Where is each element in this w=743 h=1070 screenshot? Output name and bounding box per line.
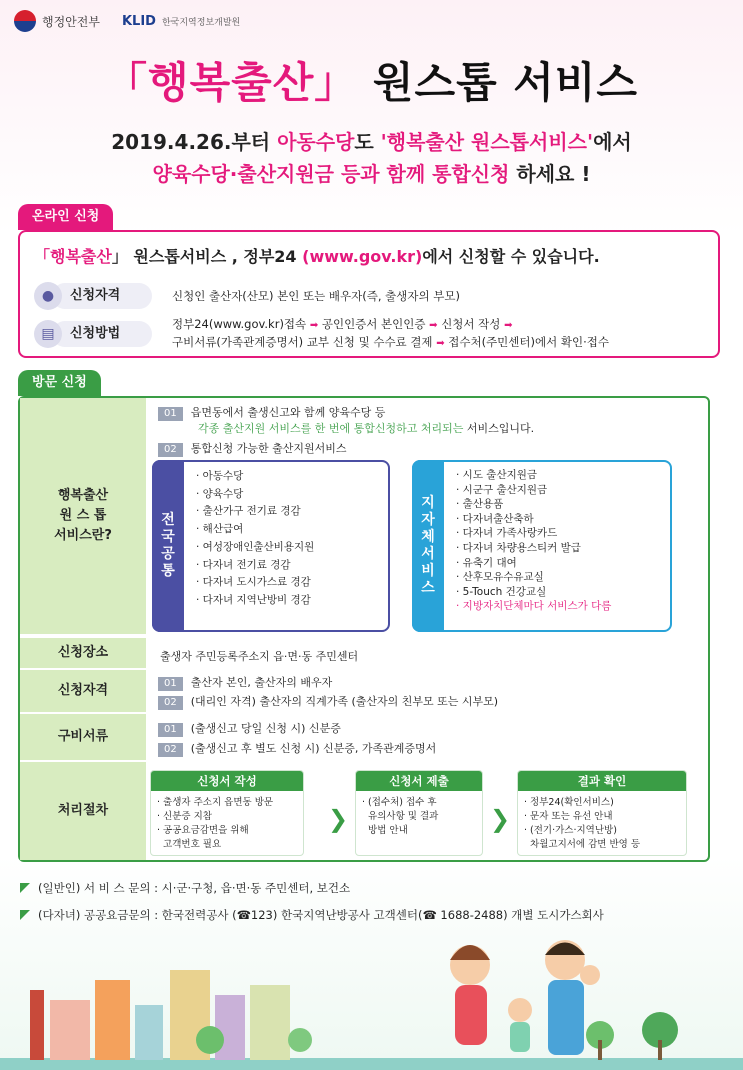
method-step-1: 정부24(www.gov.kr)접속 bbox=[172, 317, 307, 331]
local-note: · 지방자치단체마다 서비스가 다름 bbox=[456, 600, 612, 613]
docs-text-1: (출생신고 당일 신청 시) 신분증 bbox=[190, 722, 341, 735]
step-result-title: 결과 확인 bbox=[518, 771, 686, 791]
local-item: · 산후모유수유교실 bbox=[456, 571, 544, 584]
online-method-label: 신청방법 bbox=[52, 321, 152, 347]
national-item: · 다자녀 전기료 경감 bbox=[196, 558, 291, 571]
footer-general-inquiry bbox=[20, 880, 350, 896]
online-qualification-row bbox=[34, 282, 460, 310]
num-badge: 02 bbox=[158, 743, 183, 757]
qual-line-2 bbox=[158, 693, 498, 710]
local-item: · 시군구 출산지원금 bbox=[456, 483, 548, 496]
step-line: · 신분증 지참 bbox=[157, 811, 212, 822]
intro-to: 도 bbox=[354, 130, 374, 154]
online-headline bbox=[34, 244, 600, 267]
arrow-icon: ➡ bbox=[504, 320, 513, 331]
online-head-open: 「 bbox=[34, 247, 51, 266]
klid-name: 한국지역정보개발원 bbox=[161, 17, 241, 28]
footer-utility-inquiry bbox=[20, 907, 604, 923]
step-line: 고객번호 필요 bbox=[157, 839, 222, 850]
intro-in: 에서 bbox=[593, 130, 632, 154]
online-qualification-label: 신청자격 bbox=[52, 283, 152, 309]
step-line: 유의사항 및 결과 bbox=[362, 811, 439, 822]
num-badge: 01 bbox=[158, 407, 183, 421]
method-step-4: 구비서류(가족관계증명서) 교부 신청 및 수수료 결제 bbox=[172, 335, 433, 349]
klid-logo bbox=[122, 14, 240, 29]
step-submit-title: 신청서 제출 bbox=[356, 771, 482, 791]
local-item: · 다자녀출산축하 bbox=[456, 512, 534, 525]
page-title bbox=[0, 50, 743, 110]
local-item: · 다자녀 차량용스티커 발급 bbox=[456, 541, 581, 554]
step-line: · 문자 또는 유선 안내 bbox=[524, 811, 613, 822]
intro-allowance: 아동수당 bbox=[277, 130, 355, 154]
national-item: · 양육수당 bbox=[196, 487, 244, 500]
about-text-3: 통합신청 가능한 출산지원서비스 bbox=[190, 442, 347, 455]
step-submit-body bbox=[356, 791, 482, 843]
step-line: · 공공요금감면을 위해 bbox=[157, 825, 249, 836]
person-icon: ● bbox=[34, 282, 62, 310]
qual-line-1 bbox=[158, 674, 332, 691]
document-icon: ▤ bbox=[34, 320, 62, 348]
docs-line-1 bbox=[158, 720, 341, 737]
national-item: · 다자녀 지역난방비 경감 bbox=[196, 593, 311, 606]
ministry-logo bbox=[14, 10, 100, 32]
national-item: · 아동수당 bbox=[196, 470, 244, 482]
chevron-right-icon: ❯ bbox=[490, 805, 511, 833]
title-highlight: 행복출산 bbox=[148, 58, 315, 107]
online-head-url: (www.gov.kr) bbox=[302, 247, 423, 266]
about-line-1 bbox=[158, 404, 385, 421]
national-services-box bbox=[152, 460, 390, 632]
visit-tab: 방문 신청 bbox=[18, 370, 101, 396]
local-item: · 유축기 대여 bbox=[456, 556, 517, 569]
about-line-3 bbox=[158, 440, 347, 457]
title-bracket-close: 」 bbox=[314, 58, 358, 107]
national-item: · 다자녀 도시가스료 경감 bbox=[196, 576, 311, 589]
cat-process: 처리절차 bbox=[20, 762, 146, 860]
about-text-2-end: 서비스입니다. bbox=[463, 422, 535, 435]
triangle-icon bbox=[20, 910, 30, 920]
national-item: · 출산가구 전기료 경감 bbox=[196, 505, 301, 518]
intro-line-1 bbox=[0, 126, 743, 155]
header-logos bbox=[14, 10, 240, 32]
national-item: · 해산급여 bbox=[196, 523, 244, 536]
step-line: · (전기·가스·지역난방) bbox=[524, 825, 617, 836]
num-badge: 02 bbox=[158, 443, 183, 457]
cat-about: 행복출산 원 스 톱 서비스란? bbox=[20, 398, 146, 636]
triangle-icon bbox=[20, 883, 30, 893]
step-line: · 출생자 주소지 읍면동 방문 bbox=[157, 797, 274, 808]
online-head-highlight: 행복출산 bbox=[50, 247, 112, 266]
num-badge: 01 bbox=[158, 677, 183, 691]
step-write-body bbox=[151, 791, 303, 857]
step-line: · 정부24(확인서비스) bbox=[524, 797, 614, 808]
national-services-list bbox=[196, 468, 314, 610]
local-item: · 5-Touch 건강교실 bbox=[456, 585, 547, 598]
family-city-illustration bbox=[0, 930, 743, 1070]
title-rest: 원스톱 서비스 bbox=[357, 58, 638, 107]
intro-service: '행복출산 원스톱서비스' bbox=[380, 130, 594, 154]
cat-qualification: 신청자격 bbox=[20, 670, 146, 714]
num-badge: 02 bbox=[158, 696, 183, 710]
local-services-list bbox=[456, 468, 611, 614]
footer-text-2: (다자녀) 공공요금문의 : 한국전력공사 (☎123) 한국지역난방공사 고객센터(☎ 1688-2488) 개별 도시가스회사 bbox=[38, 908, 604, 922]
online-head-mid: 」 원스톱서비스 , 정부24 bbox=[111, 247, 303, 266]
docs-text-2: (출생신고 후 별도 신청 시) 신분증, 가족관계증명서 bbox=[190, 742, 437, 755]
arrow-icon: ➡ bbox=[436, 338, 445, 349]
place-text: 출생자 주민등록주소지 읍·면·동 주민센터 bbox=[160, 650, 359, 663]
intro-line2-end: 하세요 ! bbox=[509, 162, 591, 186]
local-label: 지 자 체 서 비 스 bbox=[412, 460, 444, 632]
cat-place: 신청장소 bbox=[20, 638, 146, 670]
about-text-2-highlight: 각종 출산지원 서비스를 한 번에 통합신청하고 처리되는 bbox=[198, 422, 464, 435]
about-text-1: 읍면동에서 출생신고와 함께 양육수당 등 bbox=[190, 406, 386, 419]
method-step-2: 공인인증서 본인인증 bbox=[321, 317, 426, 331]
cat-documents: 구비서류 bbox=[20, 714, 146, 762]
local-services-box bbox=[412, 460, 672, 632]
process-step-submit bbox=[355, 770, 483, 856]
num-badge: 01 bbox=[158, 723, 183, 737]
online-section bbox=[18, 230, 720, 358]
online-qualification-text: 신청인 출산자(산모) 본인 또는 배우자(즉, 출생자의 부모) bbox=[172, 289, 460, 303]
local-item: · 출산용품 bbox=[456, 498, 504, 511]
intro-date: 2019.4.26.부터 bbox=[111, 130, 271, 154]
title-bracket-open: 「 bbox=[104, 58, 148, 107]
arrow-icon: ➡ bbox=[309, 320, 319, 331]
taegeuk-icon bbox=[14, 10, 36, 32]
footer-text-1: (일반인) 서 비 스 문의 : 시·군·구청, 읍·면·동 주민센터, 보건소 bbox=[38, 881, 351, 895]
online-head-end: 에서 신청할 수 있습니다. bbox=[422, 247, 600, 266]
about-line-2 bbox=[198, 420, 534, 436]
online-method-row bbox=[34, 316, 609, 352]
process-step-result bbox=[517, 770, 687, 856]
step-line: 차월고지서에 감면 반영 등 bbox=[524, 839, 641, 850]
chevron-right-icon: ❯ bbox=[328, 805, 349, 833]
national-label: 전 국 공 통 bbox=[152, 460, 184, 632]
klid-mark: KLID bbox=[121, 13, 156, 29]
process-step-write bbox=[150, 770, 304, 856]
online-method-text bbox=[172, 316, 609, 352]
intro-line-2 bbox=[0, 158, 743, 187]
intro-line2-highlight: 양육수당·출산지원금 등과 함께 통합신청 bbox=[152, 162, 510, 186]
step-result-body bbox=[518, 791, 686, 857]
qual-text-2: (대리인 자격) 출산자의 직계가족 (출산자의 친부모 또는 시부모) bbox=[190, 695, 499, 708]
method-step-5: 접수처(주민센터)에서 확인·접수 bbox=[448, 335, 609, 349]
arrow-icon: ➡ bbox=[429, 320, 438, 331]
method-step-3: 신청서 작성 bbox=[441, 317, 501, 331]
ministry-name: 행정안전부 bbox=[42, 14, 100, 29]
step-line: 방법 안내 bbox=[362, 825, 408, 836]
national-item: · 여성장애인출산비용지원 bbox=[196, 540, 315, 553]
step-line: · (접수처) 접수 후 bbox=[362, 797, 437, 808]
local-item: · 시도 출산지원금 bbox=[456, 469, 538, 481]
docs-line-2 bbox=[158, 740, 436, 757]
qual-text-1: 출산자 본인, 출산자의 배우자 bbox=[190, 676, 333, 689]
step-write-title: 신청서 작성 bbox=[151, 771, 303, 791]
online-tab: 온라인 신청 bbox=[18, 204, 113, 230]
local-item: · 다자녀 가족사랑카드 bbox=[456, 527, 558, 540]
